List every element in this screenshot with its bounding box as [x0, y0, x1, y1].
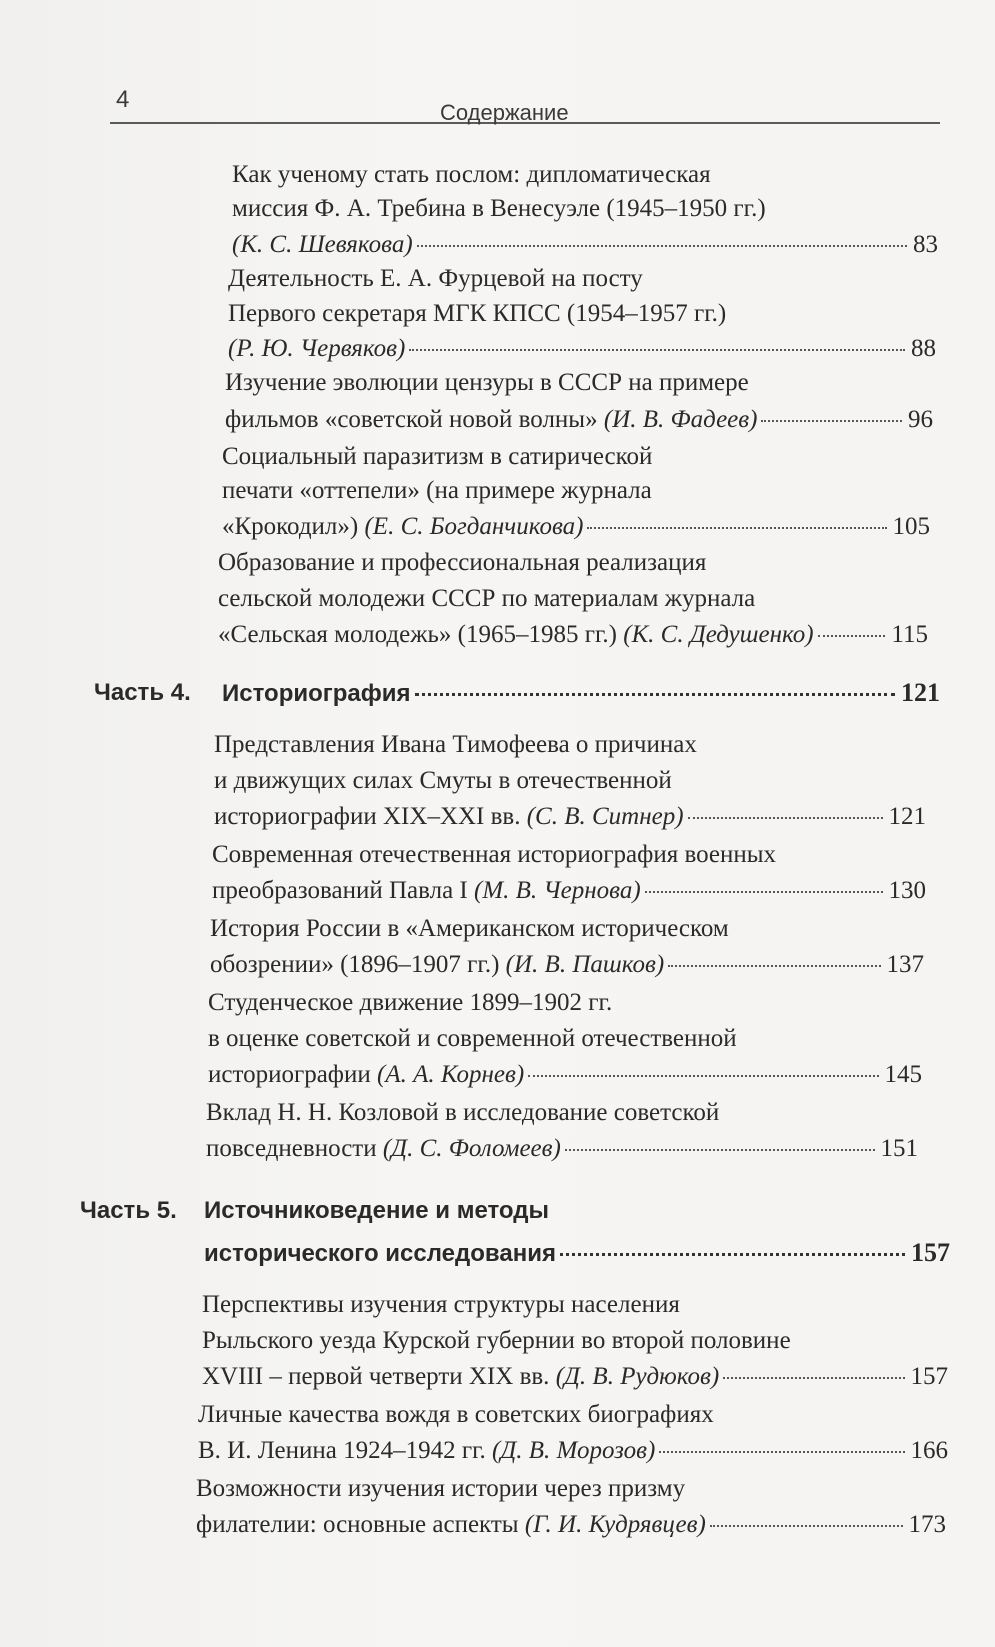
entry-title-text: историографии — [208, 1061, 378, 1088]
dot-leader — [415, 693, 895, 696]
entry-title-line: Социальный паразитизм в сатирической — [222, 443, 653, 470]
entry-author: (И. В. Фадеев) — [603, 406, 758, 433]
entry-title-text: преобразований Павла I — [212, 877, 474, 904]
entry-author: (М. В. Чернова) — [474, 877, 641, 904]
entry-title-line: Личные качества вождя в советских биографиях — [198, 1401, 714, 1428]
dot-leader — [528, 1075, 878, 1077]
part-page-number: 121 — [901, 678, 940, 707]
entry-title-line: Перспективы изучения структуры населения — [202, 1291, 680, 1318]
entry-last-line — [206, 1132, 918, 1166]
dot-leader — [565, 1149, 875, 1151]
entry-last-line — [222, 510, 930, 544]
entry-page-number: 88 — [911, 335, 936, 362]
entry-last-line — [228, 332, 936, 366]
entry-author: (А. А. Корнев) — [377, 1061, 525, 1088]
entry-last-line — [196, 1508, 946, 1542]
entry-author: (К. С. Шевякова) — [232, 231, 413, 258]
dot-leader — [645, 891, 883, 893]
entry-page-number: 137 — [886, 951, 924, 978]
dot-leader — [668, 965, 880, 967]
entry-page-number: 83 — [913, 231, 938, 258]
entry-title-line: в оценке советской и современной отечественной — [208, 1025, 737, 1052]
entry-author: (К. С. Дедушенко) — [623, 621, 814, 648]
entry-page-number: 145 — [884, 1061, 922, 1088]
entry-last-line — [212, 874, 926, 908]
page-header — [110, 82, 940, 124]
entry-title-text: «Крокодил») — [222, 513, 365, 540]
entry-title-line: Первого секретаря МГК КПСС (1954–1957 гг.) — [228, 300, 727, 327]
entry-title-line: Деятельность Е. А. Фурцевой на посту — [228, 265, 643, 292]
entry-author: (Д. В. Рудюков) — [555, 1363, 720, 1390]
entry-title-line: печати «оттепели» (на примере журнала — [222, 477, 652, 504]
entry-last-line — [202, 1360, 948, 1394]
entry-title-text: повседневности — [206, 1135, 383, 1162]
entry-last-line — [232, 228, 938, 262]
entry-title-text: В. И. Ленина 1924–1942 гг. — [198, 1437, 493, 1464]
entry-title-text: фильмов «советской новой волны» — [225, 406, 604, 433]
entry-last-line — [225, 403, 933, 437]
part-title-line — [204, 1236, 950, 1270]
entry-title-text: обозрении» (1896–1907 гг.) — [210, 951, 506, 978]
entry-page-number: 166 — [910, 1437, 948, 1464]
page-number: 4 — [116, 86, 130, 113]
entry-page-number: 151 — [880, 1135, 918, 1162]
dot-leader — [723, 1377, 904, 1379]
part-title: Историография — [222, 680, 411, 707]
entry-author: (Е. С. Богданчикова) — [364, 513, 584, 540]
entry-page-number: 157 — [910, 1363, 948, 1390]
entry-last-line — [208, 1058, 922, 1092]
entry-title-text: «Сельская молодежь» (1965–1985 гг.) — [218, 621, 624, 648]
dot-leader — [560, 1253, 905, 1256]
running-title: Содержание — [440, 100, 569, 125]
dot-leader — [417, 245, 907, 247]
part-title-line — [222, 676, 940, 710]
entry-author: (И. В. Пашков) — [505, 951, 665, 978]
part-label: Часть 5. — [80, 1197, 177, 1224]
entry-title-line: Студенческое движение 1899–1902 гг. — [208, 989, 613, 1016]
entry-page-number: 96 — [908, 406, 933, 433]
part-page-number: 157 — [911, 1238, 950, 1267]
part-title-line: Источниковедение и методы — [204, 1197, 549, 1224]
entry-title-line: История России в «Американском историческом — [210, 915, 729, 942]
entry-author: (Г. И. Кудрявцев) — [524, 1511, 706, 1538]
entry-last-line — [210, 948, 924, 982]
entry-title-line: Рыльского уезда Курской губернии во второй половине — [202, 1327, 791, 1354]
dot-leader — [688, 817, 883, 819]
entry-title-text: XVIII – первой четверти XIX вв. — [202, 1363, 556, 1390]
entry-page-number: 105 — [892, 513, 930, 540]
entry-title-line: Образование и профессиональная реализация — [218, 549, 707, 576]
dot-leader — [409, 349, 905, 351]
dot-leader — [587, 527, 886, 529]
entry-author: (С. В. Ситнер) — [526, 803, 684, 830]
part-title: исторического исследования — [204, 1240, 556, 1267]
entry-title-line: Возможности изучения истории через призму — [196, 1475, 686, 1502]
entry-title-text: историографии XIX–XXI вв. — [214, 803, 527, 830]
entry-last-line — [218, 618, 928, 652]
entry-author: (Д. В. Морозов) — [492, 1437, 656, 1464]
entry-title-line: миссия Ф. А. Требина в Венесуэле (1945–1950 гг.) — [232, 195, 766, 222]
entry-title-line: Вклад Н. Н. Козловой в исследование советской — [206, 1099, 720, 1126]
dot-leader — [659, 1451, 904, 1453]
entry-title-line: Современная отечественная историография военных — [212, 841, 777, 868]
entry-title-line: и движущих силах Смуты в отечественной — [214, 767, 672, 794]
entry-title-text: филателии: основные аспекты — [196, 1511, 525, 1538]
entry-author: (Д. С. Фоломеев) — [382, 1135, 561, 1162]
entry-title-line: сельской молодежи СССР по материалам журнала — [218, 585, 756, 612]
entry-page-number: 115 — [891, 621, 928, 648]
entry-title-line: Как ученому стать послом: дипломатическая — [232, 161, 711, 188]
entry-page-number: 121 — [888, 803, 926, 830]
dot-leader — [761, 420, 902, 422]
entry-page-number: 130 — [888, 877, 926, 904]
dot-leader — [818, 635, 886, 637]
entry-author: (Р. Ю. Червяков) — [228, 335, 406, 362]
entry-title-line: Изучение эволюции цензуры в СССР на примере — [225, 369, 749, 396]
entry-last-line — [214, 800, 926, 834]
dot-leader — [710, 1525, 903, 1527]
entry-last-line — [198, 1434, 948, 1468]
entry-page-number: 173 — [908, 1511, 946, 1538]
entry-title-line: Представления Ивана Тимофеева о причинах — [214, 731, 697, 758]
part-label: Часть 4. — [94, 679, 191, 706]
